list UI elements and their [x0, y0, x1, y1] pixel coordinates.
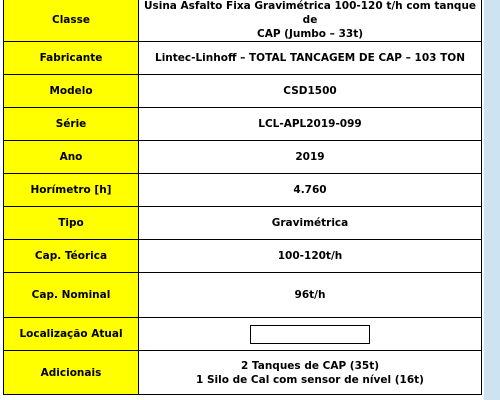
row-tipo: [4, 207, 482, 240]
value-fabricante: Lintec-Linhoff – TOTAL TANCAGEM DE CAP – 103 TON: [139, 42, 482, 75]
label-ano: Ano: [4, 141, 139, 174]
value-adicionais-line-1: 2 Tanques de CAP (35t): [240, 359, 380, 372]
value-horimetro: 4.760: [139, 174, 482, 207]
value-adicionais-line-2: 1 Silo de Cal com sensor de nível (16t): [196, 373, 424, 386]
value-modelo: CSD1500: [139, 75, 482, 108]
value-localizacao: [139, 318, 482, 351]
value-cap-nominal: 96t/h: [139, 273, 482, 318]
label-tipo: Tipo: [4, 207, 139, 240]
label-cap-nominal: Cap. Nominal: [4, 273, 139, 318]
label-cap-teorica: Cap. Téorica: [4, 240, 139, 273]
label-fabricante: Fabricante: [4, 42, 139, 75]
label-localizacao: Localização Atual: [4, 318, 139, 351]
label-adicionais: Adicionais: [4, 351, 139, 395]
row-classe: [4, 0, 482, 42]
label-horimetro: Horímetro [h]: [4, 174, 139, 207]
label-classe: Classe: [4, 0, 139, 42]
value-tipo: Gravimétrica: [139, 207, 482, 240]
row-ano: [4, 141, 482, 174]
row-adicionais: [4, 351, 482, 395]
row-horimetro: [4, 174, 482, 207]
window-edge-strip: [484, 0, 500, 400]
label-modelo: Modelo: [4, 75, 139, 108]
location-blank-box: [250, 325, 370, 344]
value-adicionais: [139, 351, 482, 395]
row-modelo: [4, 75, 482, 108]
value-cap-teorica: 100-120t/h: [139, 240, 482, 273]
value-classe: [139, 0, 482, 42]
value-ano: 2019: [139, 141, 482, 174]
value-serie: LCL-APL2019-099: [139, 108, 482, 141]
value-classe-line-2: CAP (Jumbo – 33t): [256, 28, 364, 40]
row-cap-teorica: [4, 240, 482, 273]
row-serie: [4, 108, 482, 141]
row-cap-nominal: [4, 273, 482, 318]
value-classe-line-1: Usina Asfalto Fixa Gravimétrica 100-120 t/h com tanque de: [143, 0, 477, 26]
label-serie: Série: [4, 108, 139, 141]
row-localizacao: [4, 318, 482, 351]
spec-table: [3, 0, 482, 395]
row-fabricante: [4, 42, 482, 75]
